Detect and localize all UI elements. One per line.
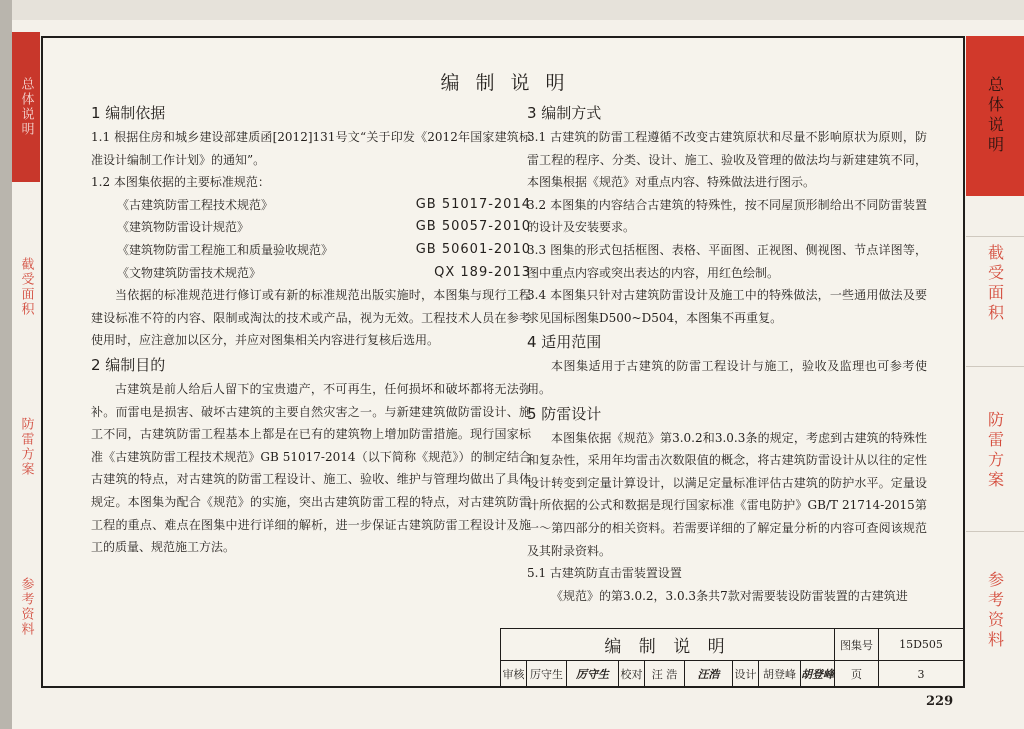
page-shadow	[0, 0, 1024, 20]
paragraph-3-3: 3.3 图集的形式包括框图、表格、平面图、正视图、侧视图、节点详图等，图中重点内容或突出表达的内容，用红色绘制。	[527, 242, 927, 280]
reviewer-name: 厉守生	[527, 661, 567, 687]
left-tab-reference[interactable]: 参考资料	[18, 577, 34, 637]
section-3-heading: 3 编制方式	[527, 104, 602, 122]
left-tab-scheme[interactable]: 防雷方案	[18, 417, 34, 477]
title-block	[500, 628, 965, 688]
page-title: 编 制 说 明	[440, 72, 570, 94]
reviewer-signature: 厉守生	[567, 661, 619, 687]
designer-name: 胡登峰	[759, 661, 801, 687]
title-block-title: 编 制 说 明	[501, 629, 835, 661]
page-label: 页	[835, 661, 879, 687]
designer-signature: 胡登峰	[801, 661, 835, 687]
checker-name: 汪 浩	[645, 661, 685, 687]
paragraph-4-1: 本图集适用于古建筑的防雷工程设计与施工，验收及监理也可参考使用。	[527, 359, 927, 396]
atlas-label: 图集号	[835, 629, 879, 661]
paragraph-1-1: 1.1 根据住房和城乡建设部建质函[2012]131号文“关于印发《2012年国家建筑标准设计编制工作计划》的通知”。	[91, 130, 531, 167]
paragraph-1-3: 当依据的标准规范进行修订或有新的标准规范出版实施时，本图集与现行工程建设标准不符的内容、限制或淘汰的技术或产品，视为无效。工程技术人员在参考使用时，应注意加以区分，并应对图集相关内容进行复核后选用。	[91, 288, 531, 348]
section-4-heading: 4 适用范围	[527, 333, 602, 352]
right-column	[527, 100, 927, 607]
atlas-number: 15D505	[879, 629, 964, 661]
standard-row: 《文物建筑防雷技术规范》 QX 189-2013	[117, 264, 531, 280]
paragraph-1-2: 1.2 本图集依据的主要标准规范：	[91, 175, 270, 190]
paragraph-3-2: 3.2 本图集的内容结合古建筑的特殊性，按不同屋顶形制给出不同防雷装置的设计及安装要求。	[527, 197, 927, 235]
tab-reference[interactable]: 参考资料	[985, 571, 1005, 651]
check-label: 校对	[619, 661, 645, 687]
paragraph-2-1: 古建筑是前人给后人留下的宝贵遗产，不可再生，任何损坏和破坏都将无法弥补。而雷电是损害、破坏古建筑的主要自然灾害之一。与新建建筑做防雷设计、施工不同，古建筑防雷工程基本上都是在已有的建筑物上增加防雷措施。现行国家标准《古建筑防雷工程技术规范》GB 51017-2014（以下简称《规范》）的制定结合古建筑的特点，对古建筑的防雷工程设计、施工、验收、维护与管理均做出了具体规定。本图集为配合《规范》的实施，突出古建筑防雷工程的特点，对古建筑防雷工程的重点、难点在图集中进行详细的解析，进一步保证古建筑防雷工程设计及施工的质量、规范施工方法。	[91, 381, 531, 555]
paragraph-5-3: 《规范》的第3.0.2，3.0.3条共7款对需要装设防雷装置的古建筑进	[551, 588, 908, 603]
paragraph-5-1: 本图集依据《规范》第3.0.2和3.0.3条的规定，考虑到古建筑的特殊性和复杂性，采用年均雷击次数限值的概念，将古建筑防雷设计从以往的定性设计转变到定量计算设计，以满足定量标准评估古建筑的防护水平。定量设计所依据的公式和数据是现行国家标准《雷电防护》GB/T 21714-2015第一～第四部分的相关资料。若需要详细的了解定量分析的内容可查阅该规范及其附录资料。	[527, 430, 927, 558]
book-binding	[0, 0, 12, 729]
standard-row: 《古建筑防雷工程技术规范》 GB 51017-2014	[117, 196, 531, 212]
paragraph-5-2: 5.1 古建筑防直击雷装置设置	[527, 566, 682, 581]
page-no-cell: 3	[879, 661, 964, 687]
section-1-heading: 1 编制依据	[91, 104, 166, 122]
review-label: 审核	[501, 661, 527, 687]
standard-row: 《建筑物防雷工程施工和质量验收规范》 GB 50601-2010	[117, 241, 531, 257]
tab-protection-scheme[interactable]: 防雷方案	[985, 411, 1005, 491]
book-page-number: 229	[926, 694, 954, 709]
drawing-frame	[41, 36, 965, 688]
design-label: 设计	[733, 661, 759, 687]
standard-row: 《建筑物防雷设计规范》 GB 50057-2010	[117, 219, 531, 235]
left-tab-area[interactable]: 截受面积	[18, 257, 34, 317]
tab-divider	[966, 366, 1024, 367]
section-2-heading: 2 编制目的	[91, 355, 166, 374]
paragraph-3-4: 3.4 本图集只针对古建筑防雷设计及施工中的特殊做法，一些通用做法及要求见国标图集D500~D504，本图集不再重复。	[527, 288, 927, 325]
signature-row	[501, 661, 964, 687]
tab-general-description[interactable]: 总体说明	[966, 36, 1024, 196]
checker-signature: 汪浩	[685, 661, 733, 687]
tab-divider	[966, 531, 1024, 532]
section-5-heading: 5 防雷设计	[527, 404, 602, 423]
left-edge-tabs	[12, 32, 40, 652]
paragraph-3-1: 3.1 古建筑的防雷工程遵循不改变古建筑原状和尽量不影响原状为原则，防雷工程的程序、分类、设计、施工、验收及管理的做法均与新建建筑不同，本图集根据《规范》对重点内容、特殊做法进行图示。	[527, 130, 927, 190]
tab-capture-area[interactable]: 截受面积	[985, 244, 1005, 324]
right-edge-tabs	[966, 36, 1024, 688]
left-tab-general[interactable]: 总体说明	[12, 32, 40, 182]
left-column	[91, 100, 531, 559]
